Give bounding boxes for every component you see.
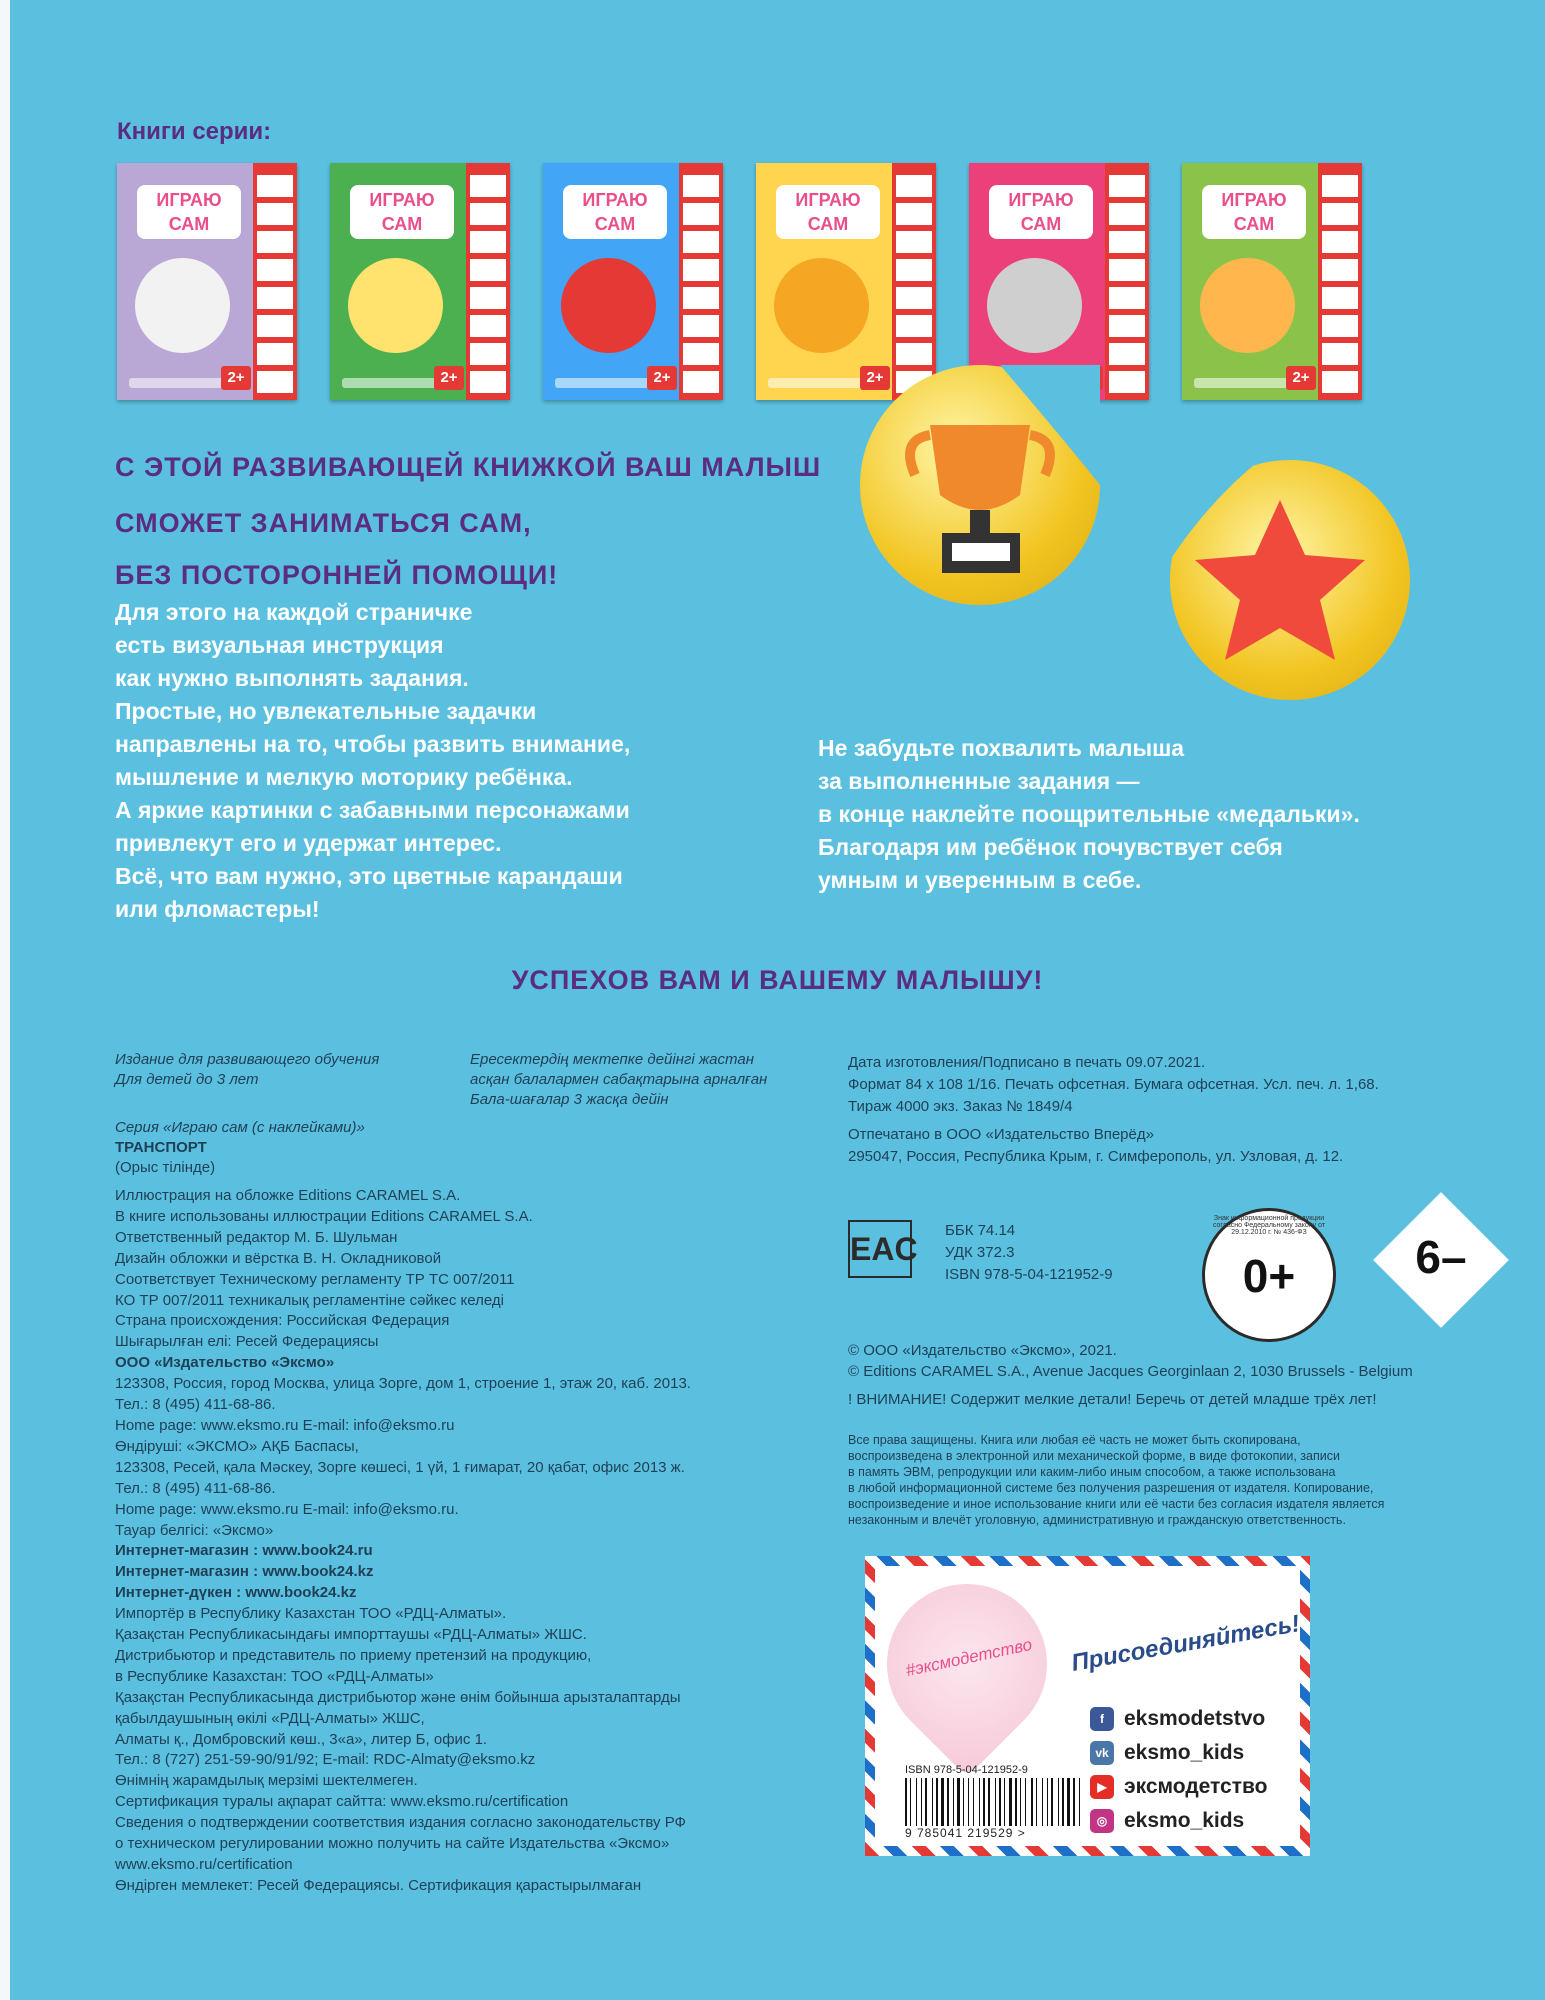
task-thumbnail bbox=[1322, 371, 1358, 393]
task-thumbnail bbox=[470, 315, 506, 337]
warning-text: ! ВНИМАНИЕ! Содержит мелкие детали! Беречь от детей младше трёх лет! bbox=[848, 1391, 1377, 1408]
cover-subtitle-bar bbox=[1194, 378, 1294, 388]
social-handle: eksmodetstvo bbox=[1124, 1707, 1266, 1730]
barcode-bar bbox=[973, 1778, 974, 1826]
task-thumbnail bbox=[896, 287, 932, 309]
edition-info bbox=[115, 1050, 379, 1090]
cover-subtitle-bar bbox=[342, 378, 442, 388]
task-thumbnail bbox=[1322, 287, 1358, 309]
social-handle: eksmo_kids bbox=[1124, 1741, 1245, 1764]
task-thumbnail bbox=[257, 175, 293, 197]
task-thumbnail bbox=[1322, 175, 1358, 197]
barcode-bar bbox=[925, 1778, 927, 1826]
credit-line: 123308, Россия, город Москва, улица Зорге, дом 1, строение 1, этаж 20, каб. 2013. bbox=[115, 1375, 691, 1393]
task-thumbnail bbox=[1109, 175, 1145, 197]
edition-line: Ересектердің мектепке дейінгі жастан bbox=[470, 1051, 754, 1068]
series-logo: ИГРАЮ САМ bbox=[1202, 185, 1306, 239]
age-label: 2+ bbox=[860, 366, 890, 390]
character-illustration bbox=[1200, 258, 1295, 353]
star-icon bbox=[1170, 460, 1410, 700]
task-strip bbox=[253, 163, 297, 400]
credit-line: Тел.: 8 (727) 251-59-90/91/92; E-mail: RDC-Almaty@eksmo.kz bbox=[115, 1751, 536, 1769]
rights-text: Все права защищены. Книга или любая её часть не может быть скопирована, воспроизведена в электронной или механической форме, в виде фотокопии, записи в память ЭВМ, репродукции или каким-либо иным способом, а также использована в любой информационной системе без получения разрешения от издателя. Копирование, воспроизведение и иное использование книги или её части без согласия издателя является незаконным и влечёт уголовную, административную и гражданскую ответственность. bbox=[848, 1433, 1385, 1527]
age-label: 2+ bbox=[647, 366, 677, 390]
credit-line: Шығарылған елі: Ресей Федерациясы bbox=[115, 1333, 379, 1351]
edition-line: Издание для развивающего обучения bbox=[115, 1051, 380, 1068]
barcode-bar bbox=[1025, 1778, 1026, 1826]
series-logo: ИГРАЮ САМ bbox=[350, 185, 454, 239]
barcode-bar bbox=[1042, 1778, 1043, 1826]
task-thumbnail bbox=[470, 231, 506, 253]
task-thumbnail bbox=[1109, 259, 1145, 281]
credit-line: Ответственный редактор М. Б. Шульман bbox=[115, 1228, 398, 1246]
cover-subtitle-bar bbox=[555, 378, 655, 388]
badge-ring-text: Знак информационной продукции согласно Федеральному закону от 29.12.2010 г. № 436-ФЗ bbox=[1212, 1215, 1326, 1236]
credit-line: Дизайн обложки и вёрстка В. Н. Окладниковой bbox=[115, 1249, 442, 1267]
task-thumbnail bbox=[683, 315, 719, 337]
barcode-bars bbox=[905, 1778, 1085, 1826]
barcode-bar bbox=[932, 1778, 933, 1826]
back-cover bbox=[10, 0, 1545, 2000]
barcode-bar bbox=[1031, 1778, 1033, 1826]
credit-line: Home page: www.eksmo.ru E-mail: info@eksmo.ru. bbox=[115, 1500, 459, 1518]
task-thumbnail bbox=[896, 203, 932, 225]
task-thumbnail bbox=[470, 203, 506, 225]
task-thumbnail bbox=[257, 259, 293, 281]
task-thumbnail bbox=[683, 343, 719, 365]
age-label: 2+ bbox=[1286, 366, 1316, 390]
task-thumbnail bbox=[257, 315, 293, 337]
barcode-bar bbox=[968, 1778, 969, 1826]
credit-line: Интернет-дүкен : www.book24.kz bbox=[115, 1584, 357, 1602]
barcode-bar bbox=[983, 1778, 985, 1826]
credit-line: Алматы қ., Домбровский көш., 3«а», литер Б, офис 1. bbox=[115, 1730, 488, 1748]
credit-line: В книге использованы иллюстрации Editions CARAMEL S.A. bbox=[115, 1207, 533, 1225]
barcode-bar bbox=[1051, 1778, 1053, 1826]
hashtag: #эксмодетство bbox=[904, 1634, 1034, 1681]
credit-line: www.eksmo.ru/certification bbox=[115, 1856, 293, 1873]
page-edge bbox=[0, 0, 10, 2000]
barcode-bar bbox=[1073, 1778, 1075, 1826]
task-thumbnail bbox=[1109, 371, 1145, 393]
task-thumbnail bbox=[896, 259, 932, 281]
task-thumbnail bbox=[683, 371, 719, 393]
barcode-bar bbox=[999, 1778, 1001, 1826]
age-diamond-value: 6– bbox=[1415, 1231, 1467, 1283]
series-logo: ИГРАЮ САМ bbox=[137, 185, 241, 239]
task-thumbnail bbox=[1322, 231, 1358, 253]
character-illustration bbox=[774, 258, 869, 353]
instagram-icon: ◎ bbox=[1090, 1809, 1114, 1833]
barcode-bar bbox=[1062, 1778, 1064, 1826]
series-book-cover bbox=[330, 163, 510, 400]
edition-line: Бала-шағалар 3 жасқа дейін bbox=[470, 1091, 669, 1108]
headline-line3: БЕЗ ПОСТОРОННЕЙ ПОМОЩИ! bbox=[115, 560, 559, 590]
barcode-bar bbox=[1079, 1778, 1080, 1826]
trophy-icon bbox=[860, 365, 1100, 605]
task-strip bbox=[1318, 163, 1362, 400]
age-label: 2+ bbox=[434, 366, 464, 390]
barcode-bar bbox=[1004, 1778, 1005, 1826]
credit-line: 123308, Ресей, қала Мәскеу, Зорге көшесі, 1 үй, 1 ғимарат, 20 қабат, офис 2013 ж. bbox=[115, 1458, 685, 1476]
barcode-bar bbox=[1067, 1778, 1070, 1826]
print-line: Дата изготовления/Подписано в печать 09.07.2021. bbox=[848, 1054, 1206, 1071]
social-link[interactable] bbox=[1090, 1736, 1267, 1770]
barcode-digits: 9 785041 219529 > bbox=[905, 1826, 1026, 1840]
edition-line: Для детей до 3 лет bbox=[115, 1071, 259, 1088]
barcode-bar bbox=[1009, 1778, 1012, 1826]
task-thumbnail bbox=[1322, 343, 1358, 365]
social-handle: эксмодетство bbox=[1124, 1775, 1268, 1798]
task-thumbnail bbox=[1109, 231, 1145, 253]
task-thumbnail bbox=[896, 231, 932, 253]
series-book-cover bbox=[117, 163, 297, 400]
bbk-code: ББК 74.14 bbox=[945, 1222, 1016, 1239]
task-thumbnail bbox=[896, 315, 932, 337]
slogan: УСПЕХОВ ВАМ И ВАШЕМУ МАЛЫШУ! bbox=[511, 965, 1044, 995]
task-thumbnail bbox=[257, 231, 293, 253]
barcode-bar bbox=[988, 1778, 990, 1826]
barcode-bar bbox=[936, 1778, 938, 1826]
edition-line: асқан балалармен сабақтарына арналған bbox=[470, 1071, 768, 1088]
star-sticker bbox=[1170, 460, 1410, 700]
copyright-line: © ООО «Издательство «Эксмо», 2021. bbox=[848, 1342, 1117, 1359]
task-thumbnail bbox=[470, 343, 506, 365]
print-line: Тираж 4000 экз. Заказ № 1849/4 bbox=[848, 1098, 1073, 1115]
credit-line: Импортёр в Республику Казахстан ТОО «РДЦ-Алматы». bbox=[115, 1605, 507, 1623]
task-thumbnail bbox=[683, 231, 719, 253]
isbn-code: ISBN 978-5-04-121952-9 bbox=[945, 1266, 1113, 1283]
series-name: Серия «Играю сам (с наклейками)» bbox=[115, 1119, 365, 1136]
classification-codes bbox=[945, 1220, 1113, 1286]
barcode-isbn: ISBN 978-5-04-121952-9 bbox=[905, 1764, 1028, 1776]
barcode-bar bbox=[905, 1778, 907, 1826]
task-thumbnail bbox=[470, 287, 506, 309]
character-illustration bbox=[135, 258, 230, 353]
task-thumbnail bbox=[896, 175, 932, 197]
barcode-bar bbox=[1020, 1778, 1021, 1826]
print-line: 295047, Россия, Республика Крым, г. Симферополь, ул. Узловая, д. 12. bbox=[848, 1148, 1344, 1165]
credit-line: в Республике Казахстан: ТОО «РДЦ-Алматы» bbox=[115, 1667, 434, 1685]
task-thumbnail bbox=[1109, 343, 1145, 365]
barcode-bar bbox=[1047, 1778, 1048, 1826]
credit-line: Дистрибьютор и представитель по приему претензий на продукцию, bbox=[115, 1646, 592, 1664]
task-strip bbox=[679, 163, 723, 400]
barcode-bar bbox=[1015, 1778, 1017, 1826]
task-thumbnail bbox=[257, 371, 293, 393]
task-strip bbox=[466, 163, 510, 400]
task-thumbnail bbox=[1109, 203, 1145, 225]
language-note: (Орыс тілінде) bbox=[115, 1159, 216, 1176]
task-thumbnail bbox=[470, 371, 506, 393]
barcode-bar bbox=[979, 1778, 980, 1826]
print-info bbox=[848, 1052, 1379, 1168]
youtube-icon: ▶ bbox=[1090, 1775, 1114, 1799]
barcode-bar bbox=[1036, 1778, 1037, 1826]
social-promo-card bbox=[865, 1556, 1310, 1856]
barcode-bar bbox=[910, 1778, 911, 1826]
task-thumbnail bbox=[683, 287, 719, 309]
task-thumbnail bbox=[1322, 315, 1358, 337]
age-rating-badge bbox=[1202, 1208, 1336, 1342]
social-link[interactable] bbox=[1090, 1702, 1267, 1736]
task-thumbnail bbox=[683, 203, 719, 225]
character-illustration bbox=[987, 258, 1082, 353]
credit-line: Страна происхождения: Российская Федерация bbox=[115, 1312, 450, 1330]
barcode-bar bbox=[916, 1778, 917, 1826]
headline-line1: С ЭТОЙ РАЗВИВАЮЩЕЙ КНИЖКОЙ ВАШ МАЛЫШ bbox=[115, 452, 822, 482]
credit-line: Иллюстрация на обложке Editions CARAMEL S.A. bbox=[115, 1187, 461, 1204]
task-thumbnail bbox=[257, 287, 293, 309]
headline-line2: СМОЖЕТ ЗАНИМАТЬСЯ САМ, bbox=[115, 508, 532, 538]
credit-line: Интернет-магазин : www.book24.kz bbox=[115, 1563, 374, 1581]
task-thumbnail bbox=[683, 175, 719, 197]
credit-line: о техническом регулировании можно получить на сайте Издательства «Эксмо» bbox=[115, 1835, 670, 1853]
task-thumbnail bbox=[257, 203, 293, 225]
credit-line: Тел.: 8 (495) 411-68-86. bbox=[115, 1396, 276, 1414]
barcode-bar bbox=[921, 1778, 922, 1826]
praise-text: Не забудьте похвалить малыша за выполненные задания — в конце наклейте поощрительные «медальки». Благодаря им ребёнок почувствует себя умным и уверенным в себе. bbox=[818, 735, 1360, 893]
task-thumbnail bbox=[470, 259, 506, 281]
credits-block bbox=[115, 1186, 691, 1897]
credit-line: Сертификация туралы ақпарат сайтта: www.eksmo.ru/certification bbox=[115, 1793, 569, 1811]
credit-line: Өндірген мемлекет: Ресей Федерациясы. Сертификация қарастырылмаған bbox=[115, 1876, 642, 1894]
vk-icon: vk bbox=[1090, 1741, 1114, 1765]
task-thumbnail bbox=[896, 343, 932, 365]
barcode-bar bbox=[995, 1778, 996, 1826]
task-thumbnail bbox=[1109, 315, 1145, 337]
credit-line: Интернет-магазин : www.book24.ru bbox=[115, 1542, 373, 1560]
copyright-block bbox=[848, 1340, 1413, 1382]
series-logo: ИГРАЮ САМ bbox=[989, 185, 1093, 239]
credit-line: Home page: www.eksmo.ru E-mail: info@eksmo.ru bbox=[115, 1416, 455, 1434]
cover-subtitle-bar bbox=[768, 378, 868, 388]
social-link[interactable] bbox=[1090, 1804, 1267, 1838]
credit-line: Өнімнің жарамдылық мерзімі шектелмеген. bbox=[115, 1772, 418, 1790]
join-text: Присоединяйтесь! bbox=[1069, 1610, 1302, 1677]
udk-code: УДК 372.3 bbox=[945, 1244, 1015, 1261]
barcode-bar bbox=[941, 1778, 944, 1826]
book-title: ТРАНСПОРТ bbox=[115, 1139, 207, 1156]
credit-line: Қазақстан Республикасындағы импорттаушы «РДЦ-Алматы» ЖШС. bbox=[115, 1626, 587, 1644]
barcode-bar bbox=[957, 1778, 960, 1826]
barcode-bar bbox=[953, 1778, 954, 1826]
series-book-cover bbox=[543, 163, 723, 400]
credit-line: Өндіруші: «ЭКСМО» АҚБ Баспасы, bbox=[115, 1437, 359, 1455]
task-thumbnail bbox=[1322, 259, 1358, 281]
series-label: Книги серии: bbox=[117, 118, 272, 145]
character-illustration bbox=[348, 258, 443, 353]
credit-line: Сведения о подтверждении соответствия издания согласно законодательству РФ bbox=[115, 1814, 686, 1832]
age-rating-value: 0+ bbox=[1242, 1250, 1296, 1302]
barcode-bar bbox=[947, 1778, 949, 1826]
task-thumbnail bbox=[1109, 287, 1145, 309]
age-label: 2+ bbox=[221, 366, 251, 390]
edition-info-kz bbox=[470, 1050, 767, 1110]
cover-subtitle-bar bbox=[129, 378, 229, 388]
credit-line: ООО «Издательство «Эксмо» bbox=[115, 1354, 335, 1372]
social-handle: eksmo_kids bbox=[1124, 1809, 1245, 1832]
credit-line: Тел.: 8 (495) 411-68-86. bbox=[115, 1479, 276, 1497]
task-thumbnail bbox=[683, 259, 719, 281]
task-strip bbox=[1105, 163, 1149, 400]
series-book-cover bbox=[1182, 163, 1362, 400]
copyright-line: © Editions CARAMEL S.A., Avenue Jacques Georginlaan 2, 1030 Brussels - Belgium bbox=[848, 1363, 1413, 1380]
barcode bbox=[905, 1778, 1085, 1826]
task-thumbnail bbox=[257, 343, 293, 365]
credit-line: қабылдаушының өкілі «РДЦ-Алматы» ЖШС, bbox=[115, 1709, 425, 1727]
trophy-sticker bbox=[860, 365, 1100, 605]
credit-line: Соответствует Техническому регламенту ТР ТС 007/2011 bbox=[115, 1270, 515, 1288]
credit-line: Тауар белгісі: «Эксмо» bbox=[115, 1521, 274, 1539]
description-text: Для этого на каждой страничке есть визуальная инструкция как нужно выполнять задания. Простые, но увлекательные задачки направлены на то, чтобы развить внимание, мышление и мелкую моторику ребёнка. А яркие картинки с забавными персонажами привлекут его и удержат интерес. Всё, что вам нужно, это цветные карандаши или фломастеры! bbox=[115, 599, 631, 922]
print-line: Формат 84 x 108 1/16. Печать офсетная. Бумага офсетная. Усл. печ. л. 1,68. bbox=[848, 1076, 1379, 1093]
series-logo: ИГРАЮ САМ bbox=[563, 185, 667, 239]
facebook-icon: f bbox=[1090, 1707, 1114, 1731]
credit-line: КО ТР 007/2011 техникалық регламентіне сәйкес келеді bbox=[115, 1291, 504, 1309]
barcode-bar bbox=[1058, 1778, 1059, 1826]
eac-mark: EAC bbox=[848, 1220, 912, 1278]
series-logo: ИГРАЮ САМ bbox=[776, 185, 880, 239]
print-line: Отпечатано в ООО «Издательство Вперёд» bbox=[848, 1126, 1154, 1143]
task-thumbnail bbox=[1322, 203, 1358, 225]
character-illustration bbox=[561, 258, 656, 353]
credit-line: Қазақстан Республикасында дистрибьютор және өнім бойынша арызталаптарды bbox=[115, 1688, 681, 1706]
social-link[interactable] bbox=[1090, 1770, 1267, 1804]
social-links bbox=[1090, 1702, 1267, 1838]
task-thumbnail bbox=[470, 175, 506, 197]
barcode-bar bbox=[963, 1778, 964, 1826]
